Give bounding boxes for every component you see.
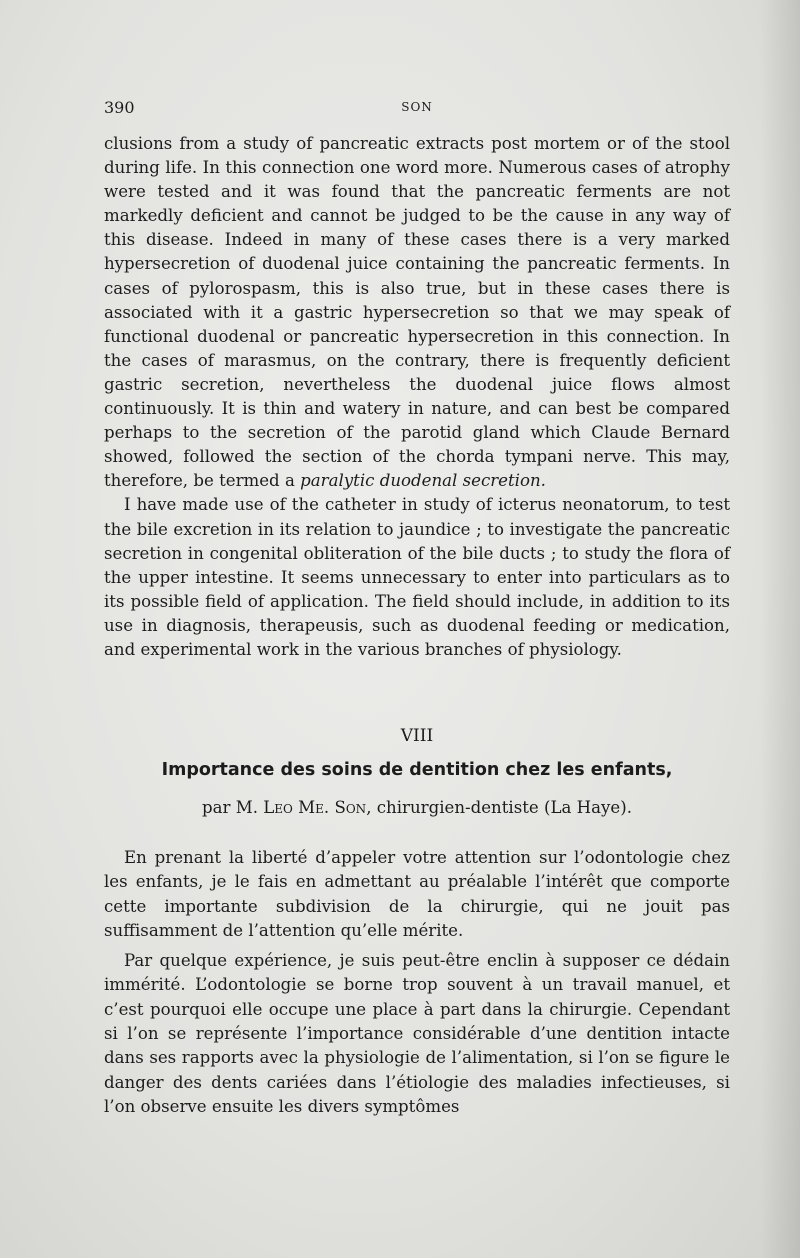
page-number: 390 (104, 98, 135, 117)
paragraph-french-1: En prenant la liberté d’appeler votre attention sur l’odontologie chez les enfants, je le fais en admettant au préalable l’intérêt que comporte cette importante subdivision de la chirurgie, qui ne jouit pas suffisamment de l’attention qu’elle mérite. (104, 848, 730, 940)
page-edge-shadow (760, 0, 800, 1258)
paragraph-english-2: I have made use of the catheter in study of icterus neonatorum, to test the bile excretion in its relation to jaundice ; to investigate the pancreatic secretion in congenital obliteration of the bile ducts ; to study the flora of the upper intestine. It seems unnecessary to enter into particulars as to its possible field of application. The field should include, in addition to its use in diagnosis, therapeusis, such as duodenal feeding or medication, and experimental work in the various branches of physiology. (104, 495, 730, 659)
french-body (104, 846, 730, 1119)
running-head (104, 98, 730, 122)
paragraph-french-2: Par quelque expérience, je suis peut-être enclin à supposer ce dédain immérité. L’odontologie se borne trop souvent à un travail manuel, et c’est pourquoi elle occupe une place à part dans la chirurgie. Cependant si l’on se représente l’importance considérable d’une dentition intacte dans ses rapports avec la physiologie de l’alimentation, si l’on se figure le danger des dents cariées dans l’étiologie des maladies infectieuses, si l’on observe ensuite les divers symptômes (104, 951, 730, 1116)
section-number: VIII (400, 726, 434, 746)
paragraph-english-1-text: clusions from a study of pancreatic extracts post mortem or of the stool during life. In this connection one word more. Numerous cases of atrophy were tested and it was found that the pancreatic ferments are not markedly deficient and cannot be judged to be the cause in any way of this disease. Indeed in many of these cases there is a very marked hypersecretion of duodenal juice containing the pancreatic ferments. In cases of pylorospasm, this is also true, but in these cases there is associated with it a gastric hypersecretion so that we may speak of functional duodenal or pancreatic hypersecretion in this connection. In the cases of marasmus, on the contrary, there is frequently deficient gastric secretion, nevertheless the duodenal juice flows almost continuously. It is thin and watery in nature, and can best be compared perhaps to the secretion of the parotid gland which Claude Bernard showed, followed the section of the chorda tympani nerve. This may, therefore, be termed a (104, 134, 730, 491)
byline-prefix: par M. (202, 798, 258, 817)
author-name: Leo Me. Son (263, 798, 367, 817)
byline (104, 798, 730, 817)
paragraph-english-1 (104, 132, 730, 493)
byline-suffix: , chirurgien-dentiste (La Haye). (366, 798, 632, 817)
article-title: Importance des soins de dentition chez les enfants, (161, 760, 673, 780)
running-title: SON (401, 100, 433, 114)
italic-term: paralytic duodenal secretion. (300, 471, 546, 491)
english-body (104, 132, 730, 662)
